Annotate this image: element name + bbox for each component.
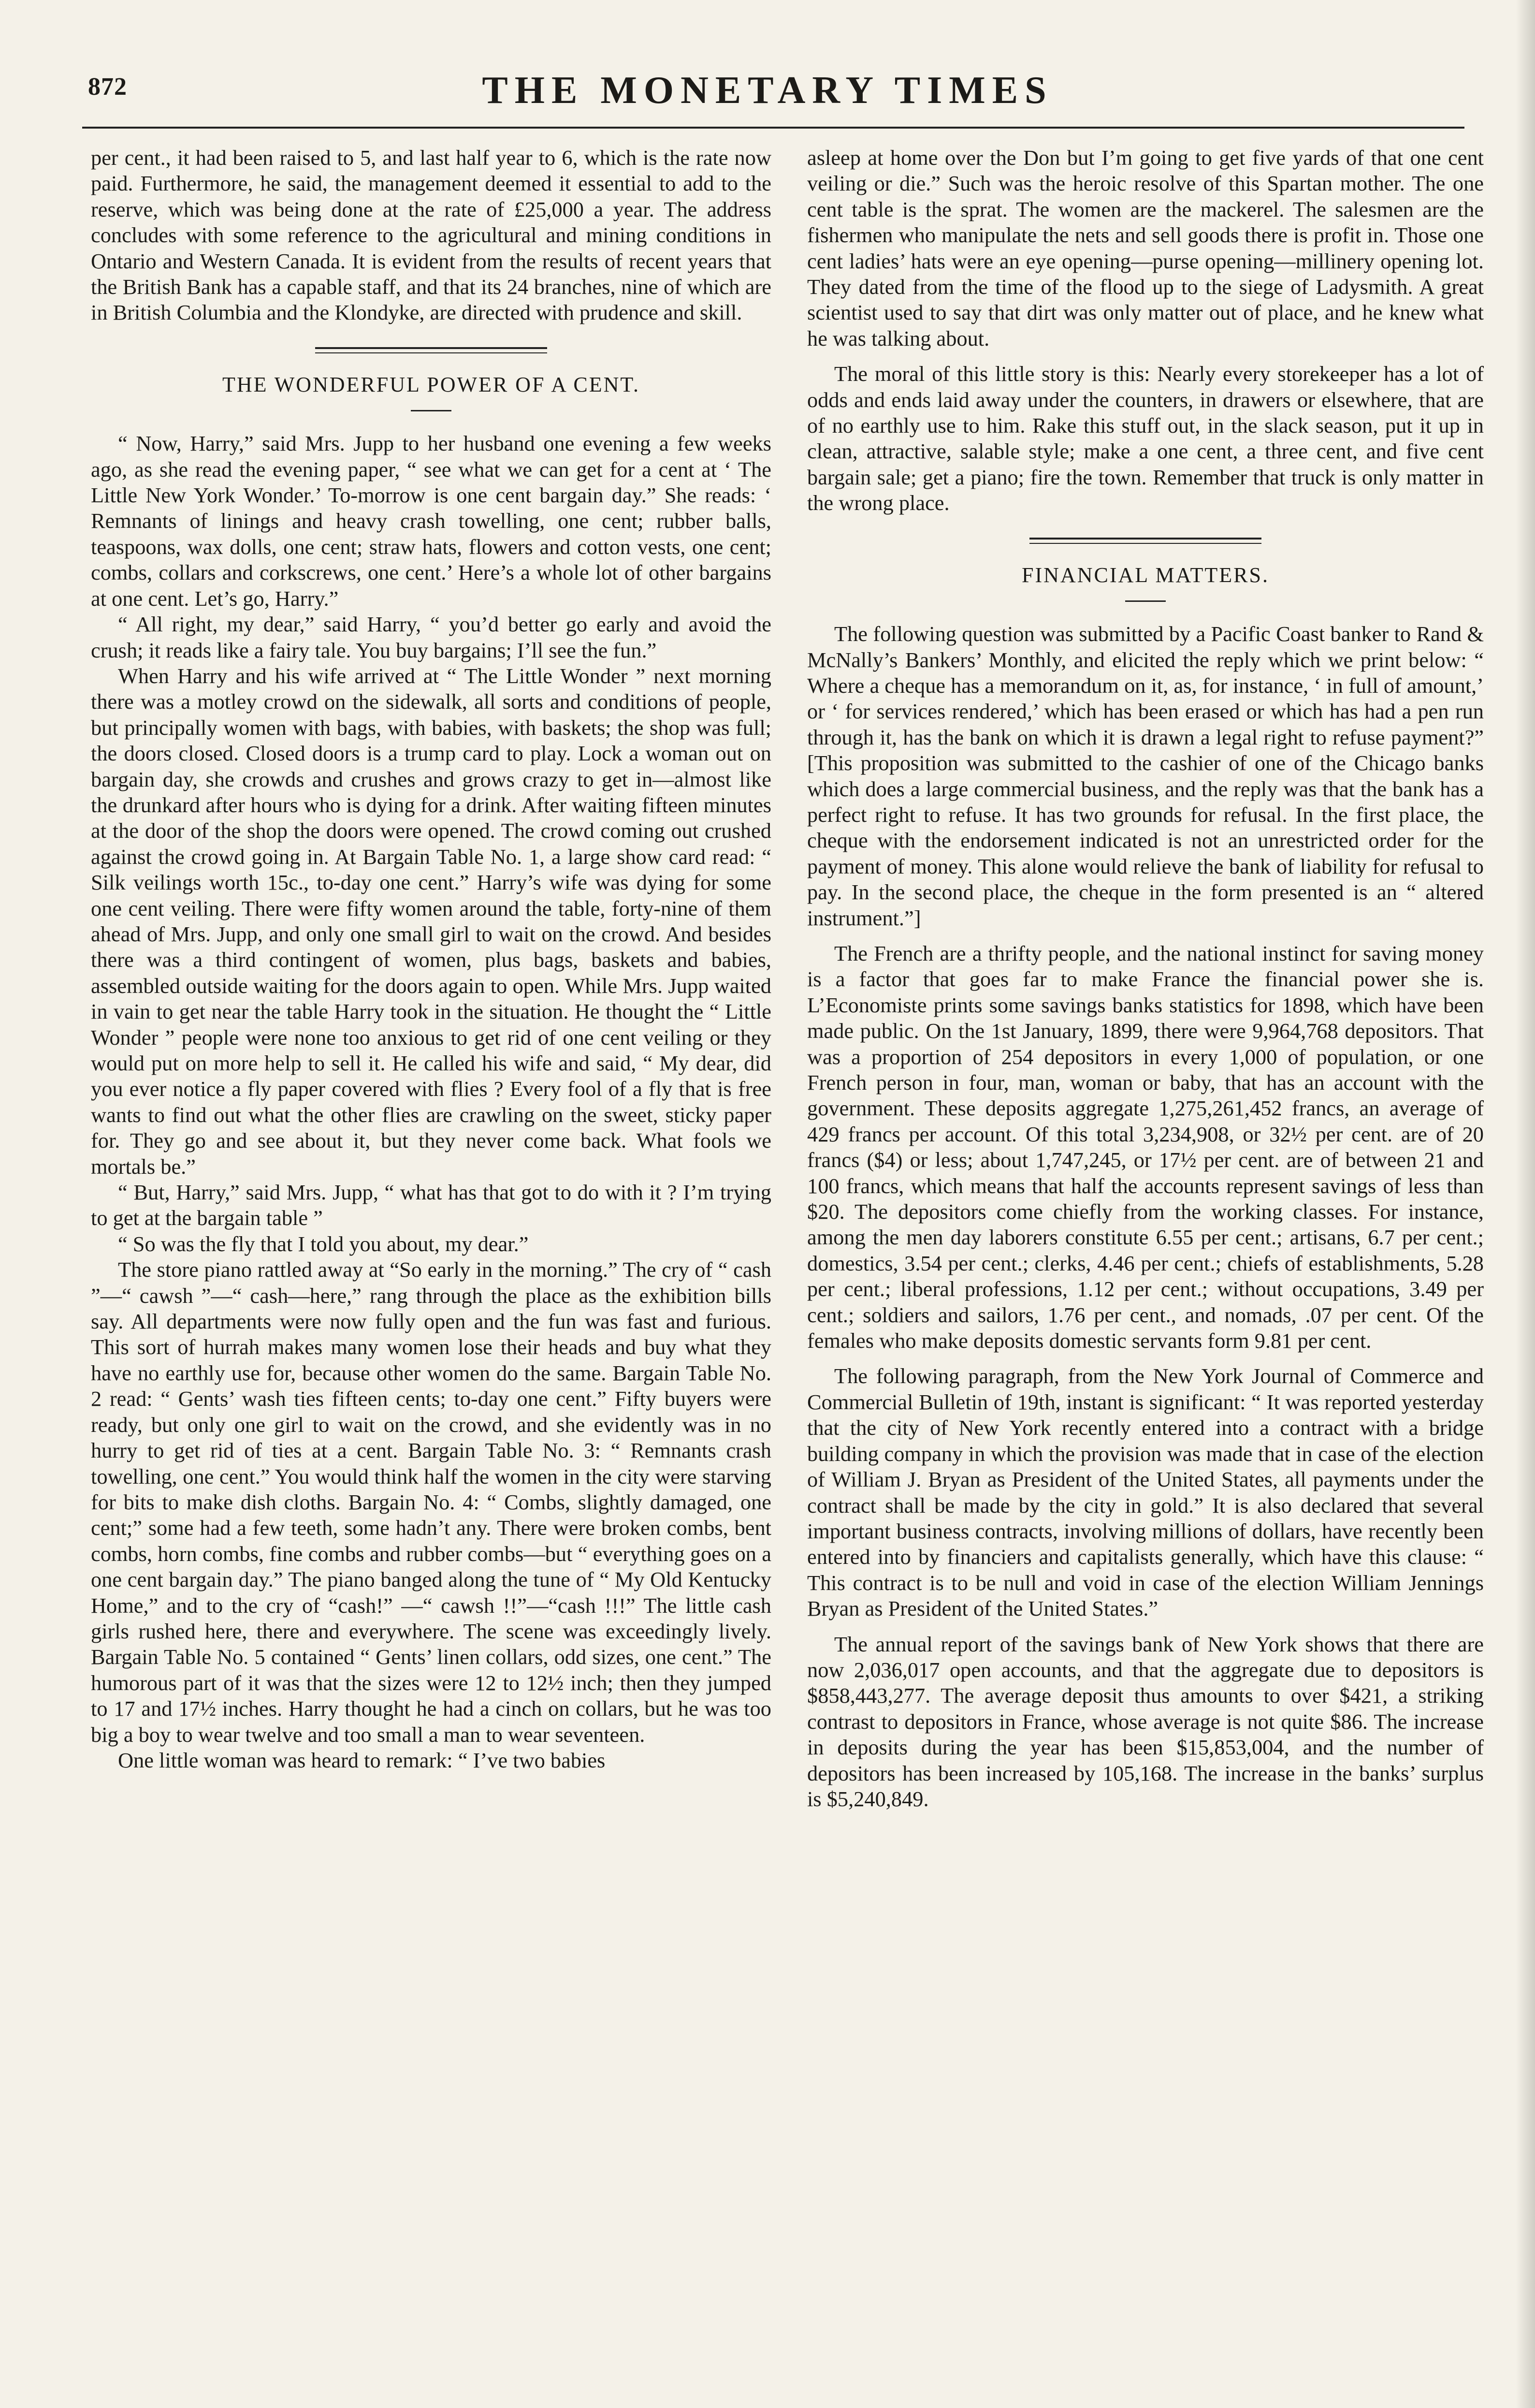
right-column [807,145,1484,2379]
article-paragraph: “ But, Harry,” said Mrs. Jupp, “ what has that got to do with it ? I’m trying to get at the bargain table ” [91,1180,771,1230]
moral-paragraph: The moral of this little story is this: Nearly every storekeeper has a lot of odds and ends laid away under the counters, in drawers or elsewhere, that are of no earthly use to him. Rake this stuff out, in the slack season, put it up in clean, attractive, salable style; make a one cent, a three cent, and five cent bargain sale; get a piano; fire the town. Remember that truck is only matter in the wrong place. [807,362,1484,515]
section-divider-double-rule [91,347,771,353]
scan-edge-shadow [1516,0,1535,2408]
article-paragraph: When Harry and his wife arrived at “ The Little Wonder ” next morning there was a motley crowd on the sidewalk, all sorts and conditions of people, but principally women with bags, with babies, with baskets; the shop was full; the doors closed. Closed doors is a trump card to play. Lock a woman out on bargain day, she crowds and crushes and grows crazy to get in—almost like the drunkard after hours who is dying for a drink. After waiting fifteen minutes at the door of the shop the doors were opened. The crowd coming out crushed against the crowd going in. At Bargain Table No. 1, a large show card read: “ Silk veilings worth 15c., to-day one cent.” Harry’s wife was dying for some one cent veiling. There were fifty women around the table, forty-nine of them ahead of Mrs. Jupp, and only one small girl to wait on the crowd. And besides there was a third contingent of women, plus bags, baskets and babies, assembled outside waiting for the doors again to open. While Mrs. Jupp waited in vain to get near the table Harry took in the situation. He thought the “ Little Wonder ” people were none too anxious to get rid of one cent veiling or they would put on more help to sell it. He called his wife and said, “ My dear, did you ever notice a fly paper covered with flies ? Every fool of a fly that is free wants to find out what the other flies are crawling on the sweet, sticky paper for. They go and see about it, but they never come back. What fools we mortals be.” [91,663,771,1179]
article-paragraph: The following paragraph, from the New York Journal of Commerce and Commercial Bulletin of 19th, instant is significant: “ It was reported yesterday that the city of New York recently entered into a contract with a bridge building company in which the provision was made that in case of the election of William J. Bryan as President of the United States, all payments under the contract shall be made by the city in gold.” It is also declared that several important business contracts, involving millions of dollars, have recently been entered into by financiers and capitalists generally, which have this clause: “ This contract is to be null and void in case of the election William Jennings Bryan as President of the United States.” [807,1364,1484,1621]
article-paragraph: The French are a thrifty people, and the national instinct for saving money is a factor that goes far to make France the financial power she is. L’Economiste prints some savings banks statistics for 1898, which have been made public. On the 1st January, 1899, there were 9,964,768 depositors. That was a proportion of 254 depositors in every 1,000 of population, or one French person in four, man, woman or baby, that has an account with the government. These deposits aggregate 1,275,261,452 francs, an average of 429 francs per account. Of this total 3,234,908, or 32½ per cent. are of 20 francs ($4) or less; about 1,747,245, or 17½ per cent. are of between 21 and 100 francs, which means that half the accounts represent savings of less than $20. The depositors come chiefly from the working classes. For instance, among the men day laborers constitute 6.55 per cent.; artisans, 6.7 per cent.; domestics, 3.54 per cent.; clerks, 4.46 per cent.; chiefs of establishments, 5.28 per cent.; liberal professions, 1.12 per cent.; without occupations, 3.49 per cent.; soldiers and sailors, 1.76 per cent., and nomads, .07 per cent. Of the females who make deposits domestic servants form 9.81 per cent. [807,941,1484,1353]
article-paragraph: “ Now, Harry,” said Mrs. Jupp to her husband one evening a few weeks ago, as she read the evening paper, “ see what we can get for a cent at ‘ The Little New York Wonder.’ To-morrow is one cent bargain day.” She reads: ‘ Remnants of linings and heavy crash towelling, one cent; rubber balls, teaspoons, wax dolls, one cent; straw hats, flowers and cotton vests, one cent; combs, collars and corkscrews, one cent.’ Here’s a whole lot of other bargains at one cent. Let’s go, Harry.” [91,431,771,611]
header-rule [82,127,1464,129]
article-paragraph: “ So was the fly that I told you about, my dear.” [118,1231,529,1256]
article-paragraph: The store piano rattled away at “So early in the morning.” The cry of “ cash ”—“ cawsh ”—“ cash—here,” rang through the place as the exhibition bills say. All departments were now fully open and the fun was fast and furious. This sort of hurrah makes many women lose their heads and buy what they have no earthly use for, because other women do the same. Bargain Table No. 2 read: “ Gents’ wash ties fifteen cents; to-day one cent.” Fifty buyers were ready, but only one girl to wait on the crowd, and she evidently was in no hurry to get rid of ties at a cent. Bargain Table No. 3: “ Remnants crash towelling, one cent.” You would think half the women in the city were starving for bits to make dish cloths. Bargain No. 4: “ Combs, slightly damaged, one cent;” some had a few teeth, some hadn’t any. There were broken combs, bent combs, horn combs, fine combs and rubber combs—but “ everything goes on a one cent bargain day.” The piano banged along the tune of “ My Old Kentucky Home,” and to the cry of “cash!” —“ cawsh !!”—“cash !!!” The little cash girls rushed here, there and everywhere. The scene was exceedingly lively. Bargain Table No. 5 contained “ Gents’ linen collars, odd sizes, one cent.” The humorous part of it was that the sizes were 12 to 12½ inch; then they jumped to 17 and 17½ inches. Harry thought he had a cinch on collars, but he was too big a boy to wear twelve and too small a man to wear seventeen. [91,1257,771,1747]
left-column [91,145,771,2379]
article-paragraph: The annual report of the savings bank of New York shows that there are now 2,036,017 open accounts, and that the aggregate due to depositors is $858,443,277. The average deposit thus amounts to over $421, a striking contrast to depositors in France, whose average is not quite $86. The increase in deposits during the year has been $15,853,004, and the number of depositors has been increased by 105,168. The increase in the banks’ surplus is $5,240,849. [807,1632,1484,1811]
heading-short-rule [1125,600,1166,602]
heading-short-rule [411,410,451,411]
page-number: 872 [88,73,127,101]
left-intro-paragraph: per cent., it had been raised to 5, and last half year to 6, which is the rate now paid. Furthermore, he said, the management deemed it essential to add to the reserve, which was being done at the rate of £25,000 a year. The address concludes with some reference to the agricultural and mining conditions in Ontario and Western Canada. It is evident from the results of recent years that the British Bank has a capable staff, and that its 24 branches, nine of which are in British Columbia and the Klondyke, are directed with prudence and skill. [91,146,771,325]
article-paragraph: One little woman was heard to remark: “ I’ve two babies [118,1748,606,1772]
running-head-title: THE MONETARY TIMES [482,69,1053,112]
continuation-paragraph: asleep at home over the Don but I’m going to get five yards of that one cent veiling or die.” Such was the heroic resolve of this Spartan mother. The one cent table is the sprat. The women are the mackerel. The salesmen are the fishermen who manipulate the nets and sell goods there is profit in. Those one cent ladies’ hats were an eye opening—purse opening—millinery opening lot. They dated from the time of the flood up to the siege of Ladysmith. A great scientist used to say that dirt was only matter out of place, and he knew what he was talking about. [807,146,1484,350]
article-paragraph: “ All right, my dear,” said Harry, “ you’d better go early and avoid the crush; it reads like a fairy tale. You buy bargains; I’ll see the fun.” [91,612,771,662]
article-heading-wonderful-power: THE WONDERFUL POWER OF A CENT. [222,372,640,396]
section-divider-double-rule [807,538,1484,544]
article-paragraph: The following question was submitted by a Pacific Coast banker to Rand & McNally’s Bankers’ Monthly, and elicited the reply which we print below: “ Where a cheque has a memorandum on it, as, for instance, ‘ in full of amount,’ or ‘ for services rendered,’ which has been erased or which has had a pen run through it, has the bank on which it is drawn a legal right to refuse payment?” [This proposition was submitted to the cashier of one of the Chicago banks which does a large commercial business, and the reply was that the bank has a perfect right to refuse. It has two grounds for refusal. In the first place, the cheque with the endorsement indicated is not an unrestricted order for the payment of money. This alone would relieve the bank of liability for refusal to pay. In the second place, the cheque in the form presented is an “ altered instrument.”] [807,622,1484,930]
article-heading-financial-matters: FINANCIAL MATTERS. [1022,563,1269,587]
